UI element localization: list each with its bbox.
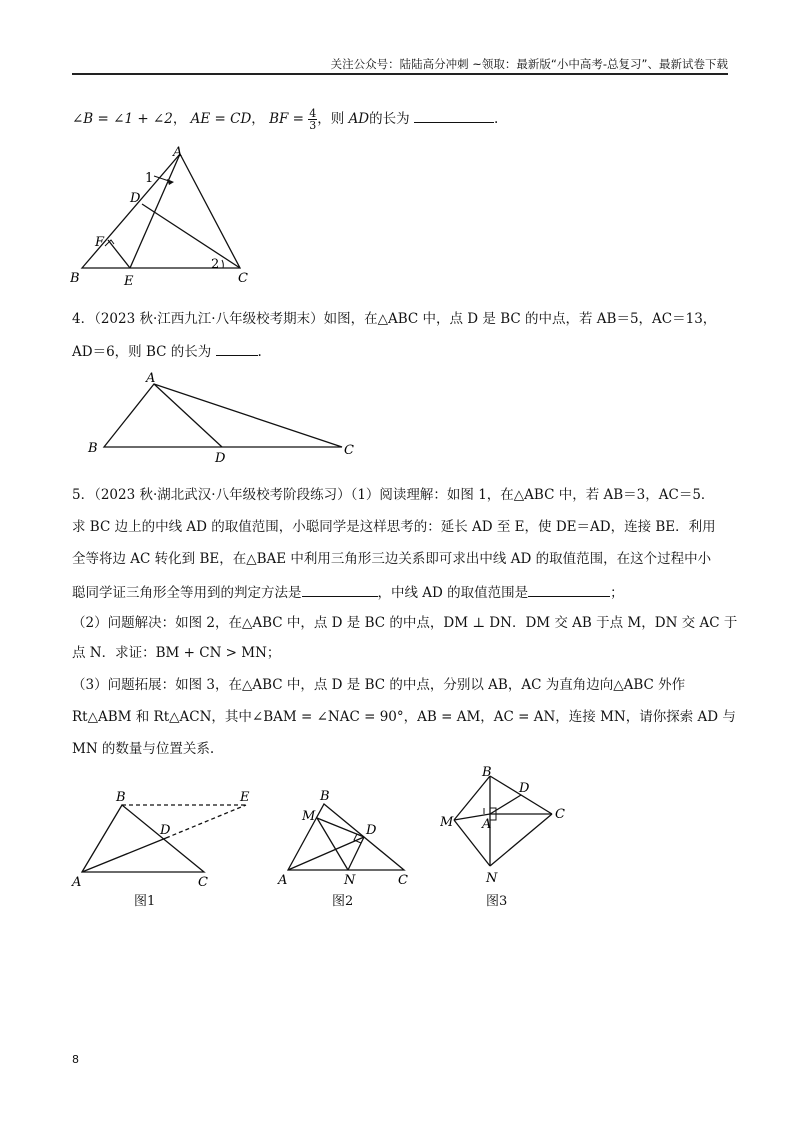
fig1-caption: 图1 (134, 894, 156, 909)
fig-q4-label-D: D (215, 451, 226, 466)
q3-sep2: ， (251, 111, 265, 127)
q3-ad: AD (348, 111, 370, 127)
q5-line1: 5．（2023 秋·湖北武汉·八年级校考阶段练习）（1）阅读理解：如图 1，在△ABC 中，若 AB＝3，AC＝5． (72, 487, 715, 503)
fig1-label-C: C (198, 875, 208, 888)
figure-q4-triangle (84, 368, 364, 466)
fig-q4-label-A: A (146, 371, 156, 386)
q4-line1: 4．（2023 秋·江西九江·八年级校考期末）如图，在△ABC 中，点 D 是 BC 的中点，若 AB＝5，AC＝13， (72, 311, 717, 327)
fig-q3-label-D: D (130, 191, 141, 206)
fig-q3-label-A: A (173, 145, 183, 160)
q5-method-blank[interactable] (302, 582, 378, 597)
fig1-label-A: A (72, 875, 82, 888)
q4-end: . (257, 344, 262, 360)
q3-sep1: ， (172, 111, 187, 127)
fig2-label-C: C (398, 873, 408, 888)
q5-line6: 点 N．求证：BM + CN > MN； (72, 645, 281, 661)
fig2-label-B: B (320, 789, 330, 804)
page-header: 关注公众号：陆陆高分冲刺 ~领取：最新版“小中高考-总复习”、最新试卷下载 (330, 57, 728, 71)
q4-answer-blank[interactable] (216, 341, 258, 356)
q5-line4-end: ； (610, 585, 624, 601)
q5-line7: （3）问题拓展：如图 3，在△ABC 中，点 D 是 BC 的中点，分别以 AB，AC 为直角边向△ABC 外作 (72, 677, 686, 693)
fig3-caption: 图3 (486, 894, 508, 909)
q3-answer-blank[interactable] (414, 108, 494, 123)
q5-line9: MN 的数量与位置关系. (72, 741, 215, 757)
fig3-label-M: M (440, 815, 454, 830)
fig-q4-label-C: C (344, 443, 354, 458)
figure-3 (440, 762, 580, 890)
fig3-label-B: B (482, 765, 492, 780)
fig3-label-C: C (555, 807, 565, 822)
q5-line3: 全等将边 AC 转化到 BE，在△BAE 中利用三角形三边关系即可求出中线 AD 的取值范围，在这个过程中小 (72, 551, 712, 567)
q5-line4-mid: ，中线 AD 的取值范围是 (377, 585, 529, 601)
fig2-label-N: N (344, 873, 356, 888)
fig1-label-B: B (116, 790, 126, 805)
fig1-label-D: D (160, 823, 171, 838)
fig3-label-A: A (482, 817, 492, 832)
q5-line4-pre: 聪同学证三角形全等用到的判定方法是 (72, 585, 302, 601)
q5-line2: 求 BC 边上的中线 AD 的取值范围，小聪同学是这样思考的：延长 AD 至 E，使 DE＝AD，连接 BE．利用 (72, 519, 716, 535)
fig-q3-label-2: 2 (211, 257, 220, 272)
q5-range-blank[interactable] (528, 582, 610, 597)
q3-bf-fraction (308, 108, 317, 131)
fig-q3-label-1: 1 (145, 171, 154, 186)
fig3-label-N: N (486, 871, 498, 886)
fig3-label-D: D (519, 781, 530, 796)
q3-bf-num: 4 (309, 107, 317, 120)
q3-condition-line (72, 108, 732, 131)
fig-q3-label-E: E (124, 274, 134, 289)
fig2-label-D: D (366, 823, 377, 838)
q4-line2 (72, 341, 732, 361)
q5-line4 (72, 582, 732, 602)
q3-ae-cd: AE = CD (190, 111, 252, 127)
fig1-label-E: E (240, 790, 250, 805)
q3-end: . (493, 111, 499, 127)
fig2-caption: 图2 (332, 894, 354, 909)
figure-2 (274, 786, 424, 888)
figure-1 (68, 786, 258, 888)
q3-angle-cond: ∠B = ∠1 + ∠2 (72, 111, 173, 127)
header-rule (72, 73, 728, 75)
figure-q3-triangle (70, 142, 260, 290)
q5-line8: Rt△ABM 和 Rt△ACN，其中∠BAM = ∠NAC = 90°，AB = AM，AC = AN，连接 MN，请你探索 AD 与 (72, 709, 736, 725)
q4-line2-text: AD＝6，则 BC 的长为 (72, 344, 212, 360)
fig-q3-label-C: C (238, 271, 248, 286)
fig2-label-A: A (278, 873, 288, 888)
fig-q3-label-F: F (95, 235, 105, 250)
page-number: 8 (72, 1053, 79, 1066)
fig-q3-label-B: B (70, 271, 80, 286)
q3-then: ，则 (317, 111, 345, 127)
q3-ask: 的长为 (369, 111, 410, 127)
q3-bf-label: BF = (269, 111, 304, 127)
q3-bf-den: 3 (309, 119, 317, 132)
fig-q4-label-B: B (88, 441, 98, 456)
q5-line5: （2）问题解决：如图 2，在△ABC 中，点 D 是 BC 的中点，DM ⊥ DN．DM 交 AB 于点 M，DN 交 AC 于 (72, 615, 738, 631)
fig2-label-M: M (302, 809, 316, 824)
